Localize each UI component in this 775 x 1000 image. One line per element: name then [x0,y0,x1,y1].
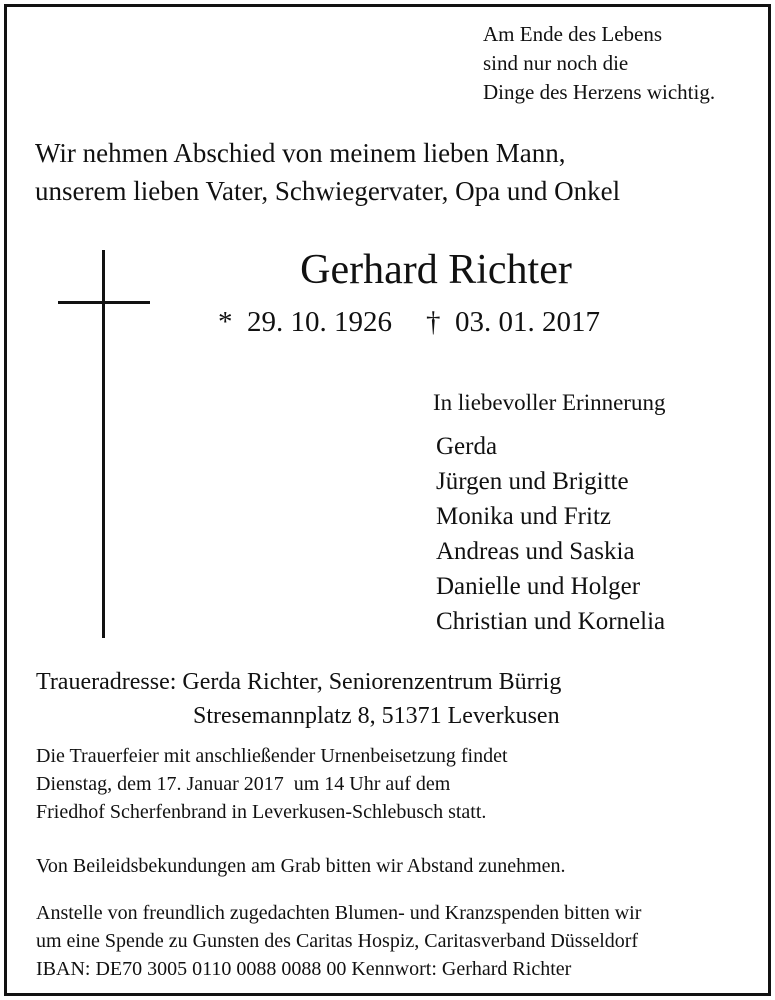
intro-text [35,134,620,210]
intro-line: unserem lieben Vater, Schwiegervater, Opa und Onkel [35,176,621,206]
service-line: Dienstag, dem 17. Januar 2017 um 14 Uhr auf dem [36,773,451,795]
service-line: Die Trauerfeier mit anschließender Urnenbeisetzung findet [36,745,508,767]
quote-block [483,20,715,107]
service-details [36,742,508,826]
service-line: Friedhof Scherfenbrand in Leverkusen-Schlebusch statt. [36,801,487,823]
donation-line: um eine Spende zu Gunsten des Caritas Hospiz, Caritasverband Düsseldorf [36,930,639,952]
quote-line: sind nur noch die [483,51,629,75]
mourner-name: Jürgen und Brigitte [436,468,629,495]
mourning-address-line: Traueradresse: Gerda Richter, Seniorenzentrum Bürrig [36,669,562,695]
mourner-name: Christian und Kornelia [436,608,666,635]
death-date: 03. 01. 2017 [455,306,600,338]
mourning-address-street: Stresemannplatz 8, 51371 Leverkusen [193,703,560,729]
birth-date: 29. 10. 1926 [247,306,392,338]
donation-note [36,899,641,983]
mourner-name: Monika und Fritz [436,503,611,530]
memory-heading: In liebevoller Erinnerung [433,390,666,415]
mourner-name: Danielle und Holger [436,573,641,600]
intro-line: Wir nehmen Abschied von meinem lieben Mann, [35,138,566,168]
condolence-note: Von Beileidsbekundungen am Grab bitten wir Abstand zunehmen. [36,855,566,877]
latin-cross-icon [102,250,105,638]
donation-line: IBAN: DE70 3005 0110 0088 0088 00 Kennwort: Gerhard Richter [36,958,572,980]
quote-line: Dinge des Herzens wichtig. [483,80,716,104]
quote-line: Am Ende des Lebens [483,22,663,46]
mourner-list [436,429,665,639]
donation-line: Anstelle von freundlich zugedachten Blumen- und Kranzspenden bitten wir [36,902,642,924]
mourner-name: Gerda [436,433,498,460]
mourner-name: Andreas und Saskia [436,538,635,565]
birth-symbol: * [218,306,233,338]
deceased-name: Gerhard Richter [300,247,572,293]
life-dates [218,302,600,342]
latin-cross-icon-bar [58,301,150,304]
death-symbol: † [426,306,441,338]
